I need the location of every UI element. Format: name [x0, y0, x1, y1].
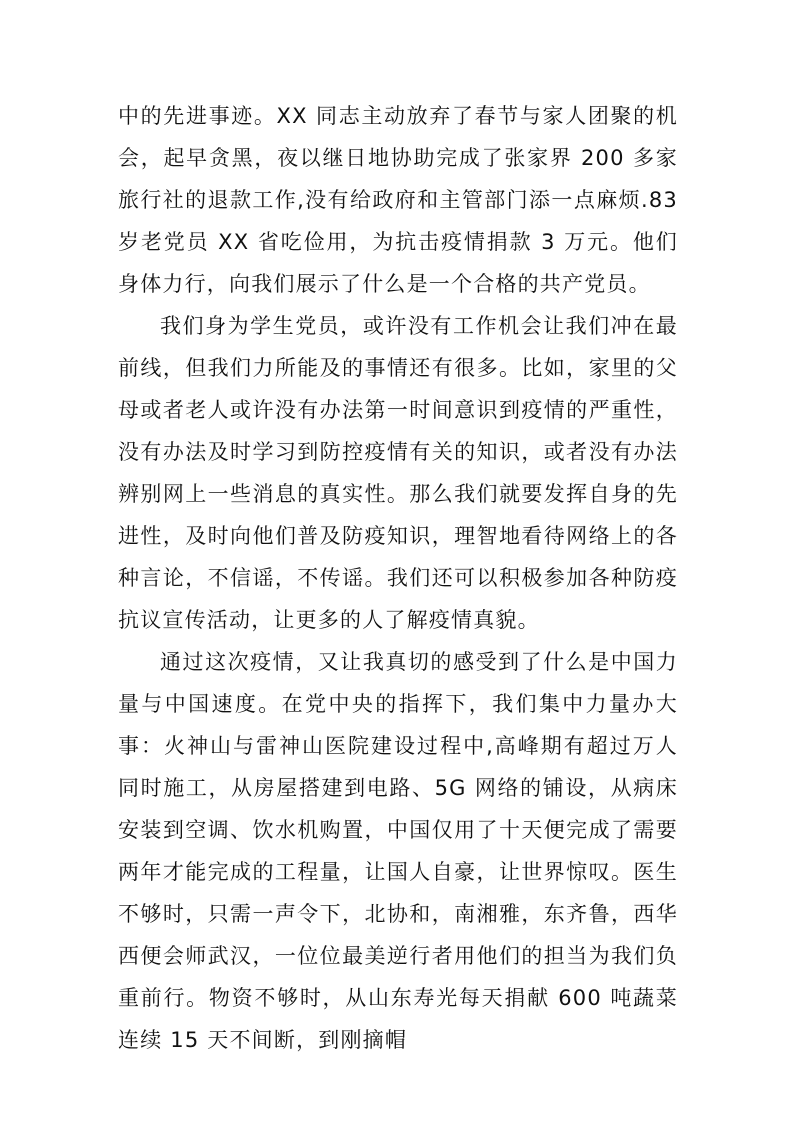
paragraph-advanced-deeds: 中的先进事迹。XX 同志主动放弃了春节与家人团聚的机会，起早贪黑，夜以继日地协助完成了张家界 200 多家旅行社的退款工作,没有给政府和主管部门添一点麻烦.83 岁老党员 XX 省吃俭用，为抗击疫情捐款 3 万元。他们身体力行，向我们展示了什么是一个合格的共产党员。: [118, 104, 678, 296]
paragraph-student-members: 我们身为学生党员，或许没有工作机会让我们冲在最前线，但我们力所能及的事情还有很多。比如，家里的父母或者老人或许没有办法第一时间意识到疫情的严重性，没有办法及时学习到防控疫情有关的知识，或者没有办法辨别网上一些消息的真实性。那么我们就要发挥自身的先进性，及时向他们普及防疫知识，理智地看待网络上的各种言论，不信谣，不传谣。我们还可以积极参加各种防疫抗议宣传活动，让更多的人了解疫情真貌。: [118, 314, 678, 632]
document-body: [118, 95, 678, 1061]
paragraph-china-strength: 通过这次疫情，又让我真切的感受到了什么是中国力量与中国速度。在党中央的指挥下，我们集中力量办大事：火神山与雷神山医院建设过程中,高峰期有超过万人同时施工，从房屋搭建到电路、5G 网络的铺设，从病床安装到空调、饮水机购置，中国仅用了十天便完成了需要两年才能完成的工程量，让国人自豪，让世界惊叹。医生不够时，只需一声令下，北协和，南湘雅，东齐鲁，西华西便会师武汉，一位位最美逆行者用他们的担当为我们负重前行。物资不够时，从山东寿光每天捐献 600 吨蔬菜连续 15 天不间断，到刚摘帽: [118, 650, 678, 1052]
